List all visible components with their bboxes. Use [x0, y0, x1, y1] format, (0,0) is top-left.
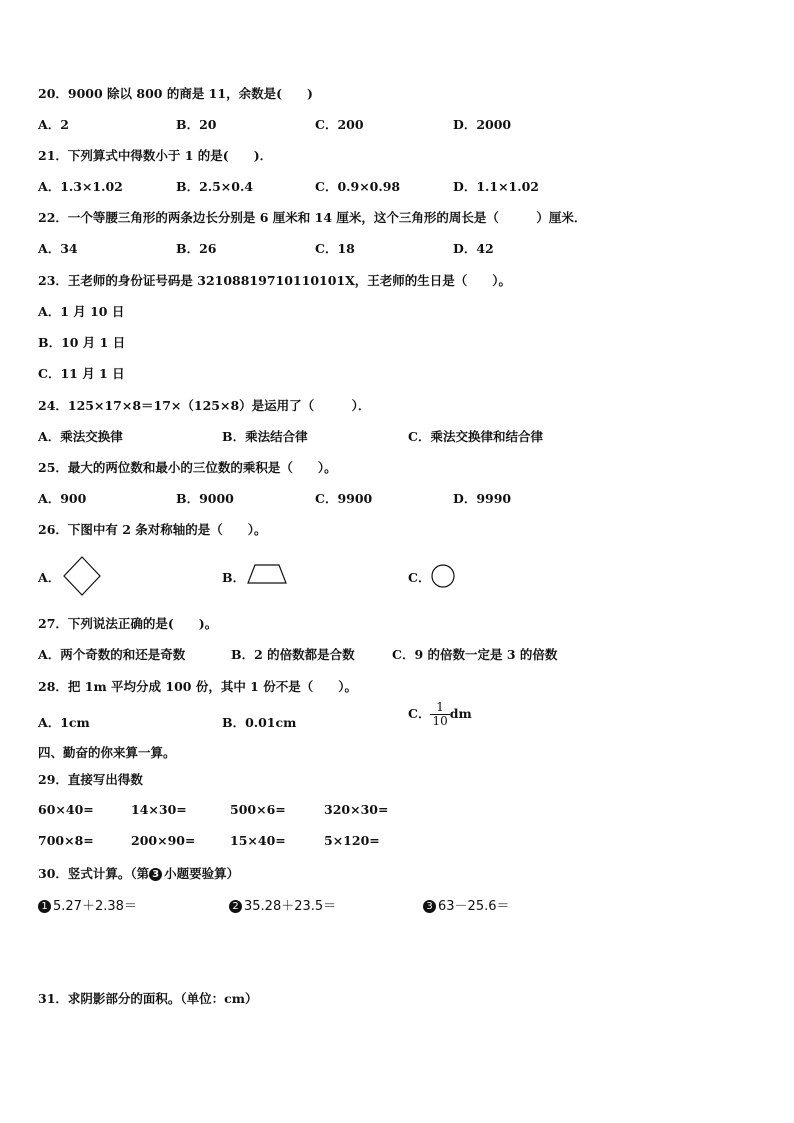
q30-stem-pre: 30．竖式计算。（第	[38, 866, 150, 881]
q30-item-1-expr: 5.27＋2.38＝	[53, 899, 137, 914]
q26-stem: 26．下图中有 2 条对称轴的是（ ）。	[38, 522, 267, 537]
q29-stem: 29．直接写出得数	[38, 772, 143, 787]
q30-stem-circled-number: 3	[149, 868, 162, 881]
q25-option-a: A．900	[38, 491, 87, 506]
circle-shape	[430, 563, 456, 589]
q27-option-a: A．两个奇数的和还是奇数	[38, 647, 186, 662]
q30-item-2-expr: 35.28＋23.5＝	[244, 899, 337, 914]
q23-stem: 23．王老师的身份证号码是 32108819710110101X，王老师的生日是（ ）。	[38, 273, 512, 288]
q25-option-b: B．9000	[176, 491, 234, 506]
q22-option-b: B．26	[176, 241, 217, 256]
q24-option-a: A．乘法交换律	[38, 429, 123, 444]
q26-option-c: C．	[408, 570, 431, 585]
rhombus-shape	[62, 556, 102, 596]
one-tenth-fraction	[430, 701, 449, 728]
q23-option-a: A．1 月 10 日	[38, 304, 125, 319]
q22-option-a: A．34	[38, 241, 78, 256]
q27-option-b: B．2 的倍数都是合数	[231, 647, 355, 662]
q31-stem: 31．求阴影部分的面积。（单位：cm）	[38, 991, 258, 1006]
q25-option-d: D．9990	[453, 491, 512, 506]
q30-stem-post: 小题要验算）	[164, 866, 240, 881]
trapezoid-shape	[246, 563, 288, 585]
q30-stem	[38, 864, 239, 882]
q23-option-b: B．10 月 1 日	[38, 335, 126, 350]
q20-stem: 20．9000 除以 800 的商是 11，余数是( )	[38, 86, 313, 101]
q20-option-c: C．200	[315, 117, 364, 132]
q26-option-a: A．	[38, 570, 61, 585]
q25-stem: 25．最大的两位数和最小的三位数的乘积是（ ）。	[38, 460, 337, 475]
q22-stem: 22．一个等腰三角形的两条边长分别是 6 厘米和 14 厘米，这个三角形的周长是（ ）厘米．	[38, 210, 587, 225]
q29-item-2: 14×30=	[131, 802, 187, 817]
q27-stem: 27．下列说法正确的是( )。	[38, 616, 218, 631]
q24-option-b: B．乘法结合律	[222, 429, 308, 444]
q29-item-7: 15×40=	[230, 833, 286, 848]
q23-option-c: C．11 月 1 日	[38, 366, 125, 381]
q30-item-3	[423, 895, 510, 914]
q22-option-d: D．42	[453, 241, 494, 256]
q21-option-b: B．2.5×0.4	[176, 179, 254, 194]
q28-option-b: B．0.01cm	[222, 715, 297, 730]
q21-option-a: A．1.3×1.02	[38, 179, 123, 194]
q21-stem: 21．下列算式中得数小于 1 的是( )．	[38, 148, 273, 163]
section-four-heading: 四、勤奋的你来算一算。	[38, 745, 176, 760]
q29-item-5: 700×8=	[38, 833, 94, 848]
q28-option-c: C．	[408, 706, 431, 721]
q29-item-4: 320×30=	[324, 802, 389, 817]
q29-item-8: 5×120=	[324, 833, 380, 848]
q30-item-2	[229, 895, 336, 914]
q30-item-1	[38, 895, 137, 914]
q28-option-a: A．1cm	[38, 715, 90, 730]
circled-number-1: 1	[38, 900, 51, 913]
q20-option-b: B．20	[176, 117, 217, 132]
q22-option-c: C．18	[315, 241, 355, 256]
fraction-numerator: 1	[430, 701, 449, 715]
q20-option-d: D．2000	[453, 117, 512, 132]
q26-option-b: B．	[222, 570, 246, 585]
q28-stem: 28．把 1m 平均分成 100 份，其中 1 份不是（ ）。	[38, 679, 357, 694]
q29-item-1: 60×40=	[38, 802, 94, 817]
q27-option-c: C．9 的倍数一定是 3 的倍数	[392, 647, 558, 662]
fraction-denominator: 10	[432, 714, 448, 728]
q25-option-c: C．9900	[315, 491, 373, 506]
circled-number-2: 2	[229, 900, 242, 913]
q29-item-6: 200×90=	[131, 833, 196, 848]
circled-number-3: 3	[423, 900, 436, 913]
q21-option-d: D．1.1×1.02	[453, 179, 540, 194]
q20-option-a: A．2	[38, 117, 69, 132]
q28-option-c-group	[408, 701, 472, 728]
q24-option-c: C．乘法交换律和结合律	[408, 429, 543, 444]
q29-item-3: 500×6=	[230, 802, 286, 817]
q30-item-3-expr: 63－25.6＝	[438, 899, 510, 914]
q24-stem: 24．125×17×8＝17×（125×8）是运用了（ ）．	[38, 398, 371, 413]
fraction-unit: dm	[449, 706, 472, 721]
q21-option-c: C．0.9×0.98	[315, 179, 401, 194]
